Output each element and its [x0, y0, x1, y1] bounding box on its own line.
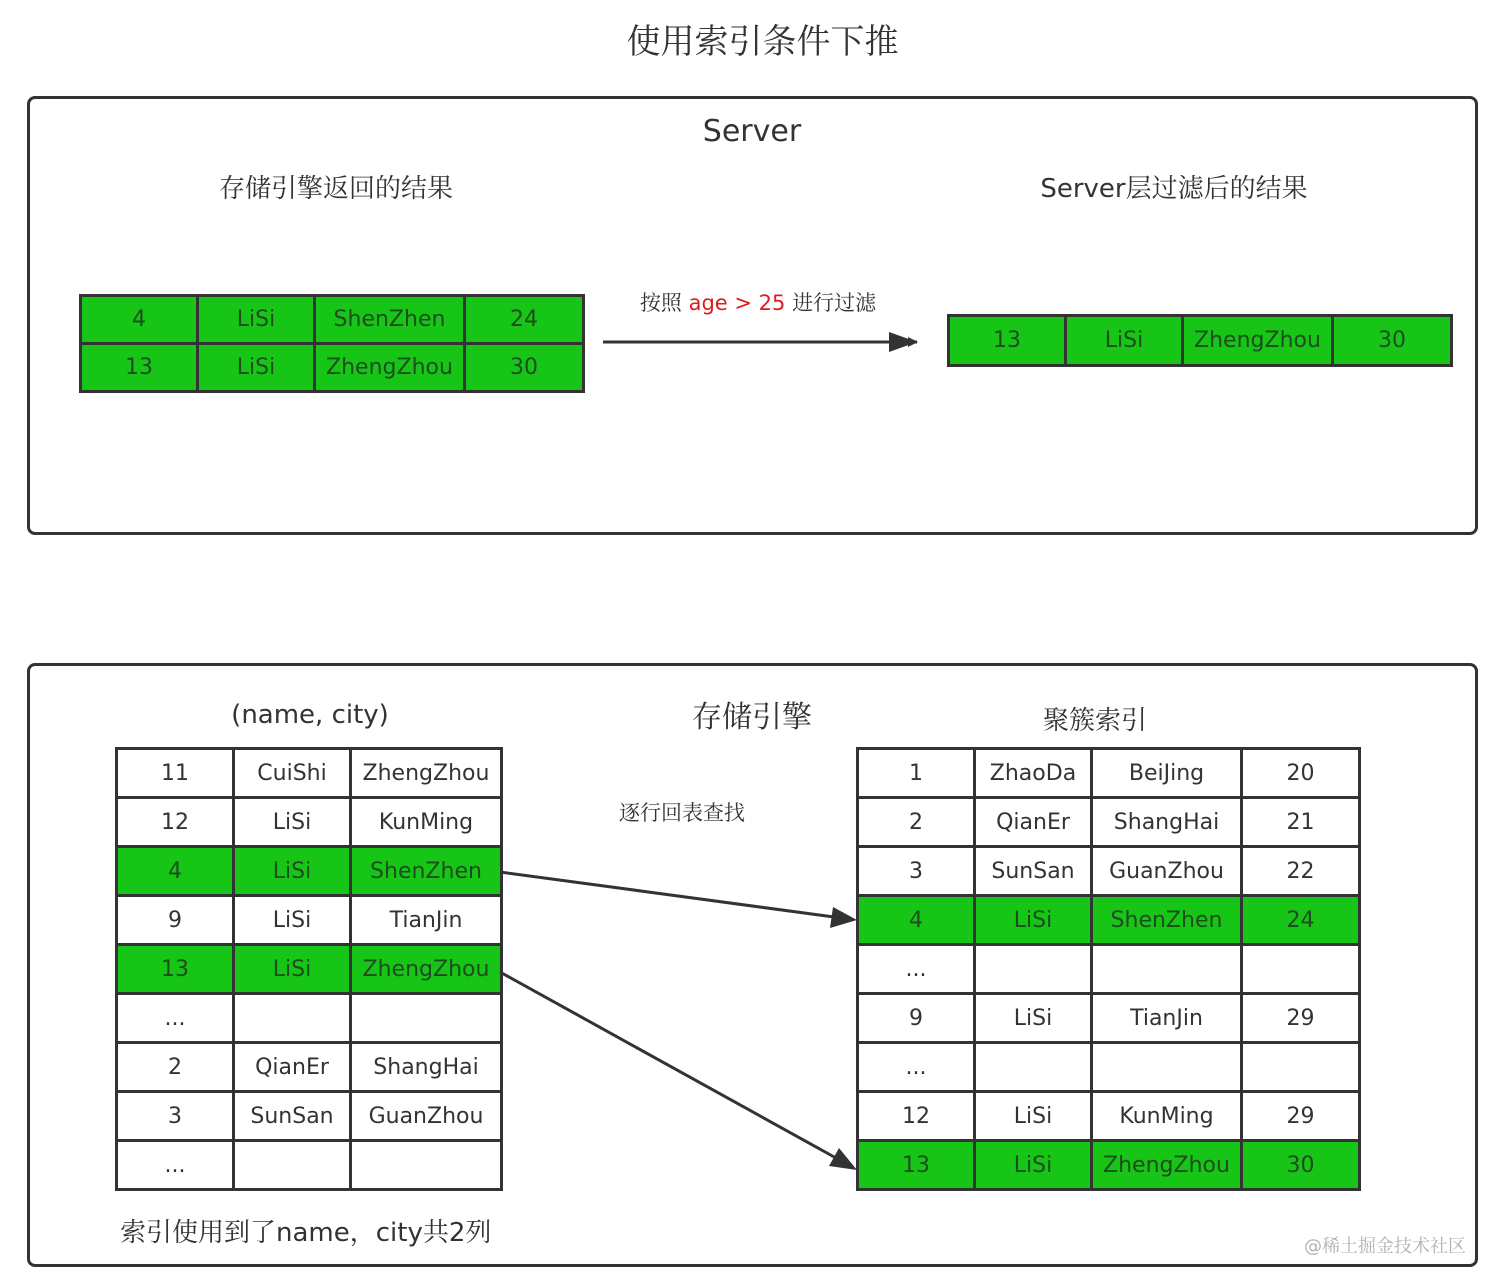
cluster-cell: LiSi [975, 994, 1092, 1043]
index-cell: 12 [117, 798, 234, 847]
index-cell: ZhengZhou [351, 749, 502, 798]
cluster-cell: TianJin [1092, 994, 1242, 1043]
lookup-arrow-4 [500, 872, 834, 917]
cluster-cell: 13 [858, 1141, 975, 1190]
index-cell: 9 [117, 896, 234, 945]
cluster-cell: 21 [1242, 798, 1360, 847]
cluster-cell: 3 [858, 847, 975, 896]
cluster-cell: 30 [1242, 1141, 1360, 1190]
engine-result-cell: LiSi [198, 296, 315, 344]
cluster-cell: 29 [1242, 1092, 1360, 1141]
index-cell: 2 [117, 1043, 234, 1092]
cluster-cell: ShenZhen [1092, 896, 1242, 945]
cluster-cell: 29 [1242, 994, 1360, 1043]
index-cell: QianEr [234, 1043, 351, 1092]
engine-result-title: 存储引擎返回的结果 [218, 174, 453, 204]
index-cell: LiSi [234, 896, 351, 945]
cluster-cell: ... [858, 945, 975, 994]
index-cell: 3 [117, 1092, 234, 1141]
filtered-result-cell: 13 [949, 316, 1066, 366]
engine-result-cell: 30 [465, 344, 584, 392]
engine-result-cell: ZhengZhou [315, 344, 465, 392]
cluster-cell: LiSi [975, 1092, 1092, 1141]
index-cell: ShangHai [351, 1043, 502, 1092]
cluster-cell: LiSi [975, 1141, 1092, 1190]
lookup-arrow-4-head [830, 907, 857, 928]
cluster-cell: 2 [858, 798, 975, 847]
cluster-title: 聚簇索引 [1042, 706, 1147, 736]
cluster-cell: 12 [858, 1092, 975, 1141]
index-cell: ZhengZhou [351, 945, 502, 994]
watermark: @稀土掘金技术社区 [1304, 1236, 1466, 1257]
index-cell: 4 [117, 847, 234, 896]
index-cell: LiSi [234, 945, 351, 994]
cluster-cell: GuanZhou [1092, 847, 1242, 896]
diagram-title: 使用索引条件下推 [626, 22, 899, 62]
lookup-label: 逐行回表查找 [619, 801, 745, 825]
cluster-cell: 1 [858, 749, 975, 798]
cluster-cell: 20 [1242, 749, 1360, 798]
cluster-cell: ZhaoDa [975, 749, 1092, 798]
index-cell: ... [117, 994, 234, 1043]
index-cell: TianJin [351, 896, 502, 945]
filtered-result-cell: ZhengZhou [1183, 316, 1333, 366]
cluster-cell: 9 [858, 994, 975, 1043]
cluster-cell: 4 [858, 896, 975, 945]
cluster-cell: 24 [1242, 896, 1360, 945]
filtered-result-cell: 30 [1333, 316, 1452, 366]
filtered-result-title: Server层过滤后的结果 [1040, 174, 1308, 204]
cluster-cell: ShangHai [1092, 798, 1242, 847]
filter-arrow-head [889, 332, 917, 352]
cluster-cell: QianEr [975, 798, 1092, 847]
cluster-cell: SunSan [975, 847, 1092, 896]
engine-result-cell: ShenZhen [315, 296, 465, 344]
index-cell: 13 [117, 945, 234, 994]
index-cell: LiSi [234, 847, 351, 896]
cluster-cell: BeiJing [1092, 749, 1242, 798]
filter-condition: age > 25 [688, 291, 786, 315]
index-cell: GuanZhou [351, 1092, 502, 1141]
index-cell: 11 [117, 749, 234, 798]
engine-result-cell: 24 [465, 296, 584, 344]
index-cell: CuiShi [234, 749, 351, 798]
cluster-cell: ... [858, 1043, 975, 1092]
index-title: (name, city) [231, 700, 389, 730]
cluster-cell: LiSi [975, 896, 1092, 945]
engine-result-cell: 13 [81, 344, 198, 392]
server-title: Server [702, 114, 802, 149]
cluster-cell: KunMing [1092, 1092, 1242, 1141]
filtered-result-cell: LiSi [1066, 316, 1183, 366]
lookup-arrow-13-head [829, 1148, 857, 1170]
cluster-cell: ZhengZhou [1092, 1141, 1242, 1190]
index-cell: LiSi [234, 798, 351, 847]
filter-label-prefix: 按照 [639, 291, 682, 315]
engine-title: 存储引擎 [692, 700, 812, 735]
index-cell: ... [117, 1141, 234, 1190]
filter-label-suffix: 进行过滤 [792, 291, 877, 315]
index-cell: SunSan [234, 1092, 351, 1141]
index-cell: ShenZhen [351, 847, 502, 896]
index-cell: KunMing [351, 798, 502, 847]
lookup-arrow-13 [500, 972, 836, 1158]
index-note: 索引使用到了name，city共2列 [120, 1218, 492, 1248]
engine-result-cell: LiSi [198, 344, 315, 392]
engine-result-cell: 4 [81, 296, 198, 344]
cluster-cell: 22 [1242, 847, 1360, 896]
